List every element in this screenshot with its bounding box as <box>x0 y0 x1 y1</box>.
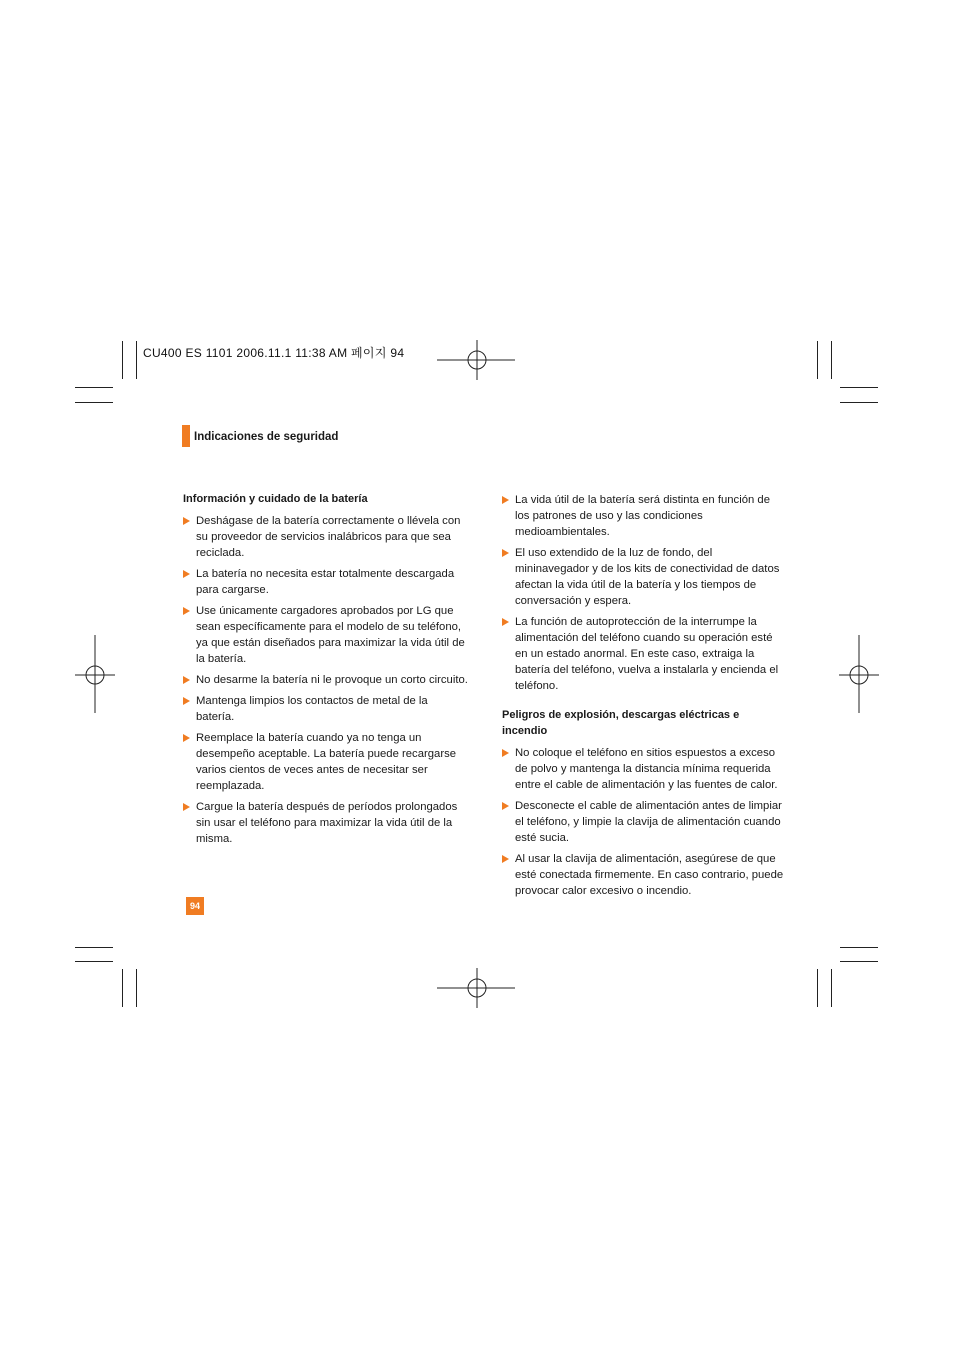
bullet-arrow-icon <box>183 803 190 811</box>
page-number: 94 <box>186 897 204 915</box>
crop-mark <box>831 969 832 1007</box>
registration-mark-icon <box>838 635 880 715</box>
list-item: No desarme la batería ni le provoque un corto circuito. <box>183 672 468 688</box>
bullet-arrow-icon <box>183 676 190 684</box>
hazards-list <box>502 745 787 899</box>
hazards-heading: Peligros de explosión, descargas eléctricas e incendio <box>502 709 740 737</box>
bullet-arrow-icon <box>502 549 509 557</box>
battery-life-list <box>502 492 787 694</box>
list-item: El uso extendido de la luz de fondo, del mininavegador y de los kits de conectividad de datos afectan la vida útil de la batería y los tiempos de conversación y espera. <box>502 545 787 609</box>
list-item: Cargue la batería después de períodos prolongados sin usar el teléfono para maximizar la vida útil de la misma. <box>183 799 468 847</box>
list-item: Deshágase de la batería correctamente o llévela con su proveedor de servicios inalábricos para que sea reciclada. <box>183 513 468 561</box>
crop-mark <box>122 341 123 379</box>
list-item: La función de autoprotección de la interrumpe la alimentación del teléfono cuando su operación esté en un estado anormal. En este caso, extraiga la batería del teléfono, vuelva a instalarla y encienda el teléfono. <box>502 614 787 694</box>
section-marker <box>182 425 190 447</box>
crop-mark <box>75 947 113 948</box>
bullet-arrow-icon <box>502 496 509 504</box>
bullet-arrow-icon <box>183 734 190 742</box>
bullet-arrow-icon <box>183 517 190 525</box>
battery-care-list <box>183 513 468 847</box>
crop-mark <box>840 387 878 388</box>
registration-mark-icon <box>74 635 116 715</box>
print-slug: CU400 ES 1101 2006.11.1 11:38 AM 페이지 94 <box>143 346 405 360</box>
registration-mark-icon <box>437 967 517 1009</box>
crop-mark <box>840 961 878 962</box>
battery-care-heading: Información y cuidado de la batería <box>183 493 368 505</box>
crop-mark <box>817 969 818 1007</box>
list-item: La vida útil de la batería será distinta en función de los patrones de uso y las condiciones medioambientales. <box>502 492 787 540</box>
crop-mark <box>75 961 113 962</box>
section-title: Indicaciones de seguridad <box>194 431 339 443</box>
bullet-arrow-icon <box>502 618 509 626</box>
crop-mark <box>831 341 832 379</box>
crop-mark <box>122 969 123 1007</box>
list-item: La batería no necesita estar totalmente descargada para cargarse. <box>183 566 468 598</box>
list-item: Use únicamente cargadores aprobados por LG que sean específicamente para el modelo de su teléfono, ya que están diseñados para maximizar la vida útil de la batería. <box>183 603 468 667</box>
bullet-arrow-icon <box>183 607 190 615</box>
right-column <box>502 492 787 904</box>
bullet-arrow-icon <box>502 802 509 810</box>
left-column <box>183 491 468 852</box>
bullet-arrow-icon <box>502 855 509 863</box>
list-item: Mantenga limpios los contactos de metal de la batería. <box>183 693 468 725</box>
crop-mark <box>817 341 818 379</box>
list-item: No coloque el teléfono en sitios espuestos a exceso de polvo y mantenga la distancia mínima requerida entre el cable de alimentación y las fuentes de calor. <box>502 745 787 793</box>
registration-mark-icon <box>437 339 517 381</box>
crop-mark <box>75 387 113 388</box>
bullet-arrow-icon <box>183 697 190 705</box>
list-item: Al usar la clavija de alimentación, asegúrese de que esté conectada firmemente. En caso contrario, puede provocar calor excesivo o incendio. <box>502 851 787 899</box>
crop-mark <box>840 402 878 403</box>
crop-mark <box>136 969 137 1007</box>
crop-mark <box>136 341 137 379</box>
list-item: Reemplace la batería cuando ya no tenga un desempeño aceptable. La batería puede recargarse varios cientos de veces antes de necesitar ser reemplazada. <box>183 730 468 794</box>
crop-mark <box>840 947 878 948</box>
crop-mark <box>75 402 113 403</box>
bullet-arrow-icon <box>502 749 509 757</box>
bullet-arrow-icon <box>183 570 190 578</box>
list-item: Desconecte el cable de alimentación antes de limpiar el teléfono, y limpie la clavija de alimentación cuando esté sucia. <box>502 798 787 846</box>
